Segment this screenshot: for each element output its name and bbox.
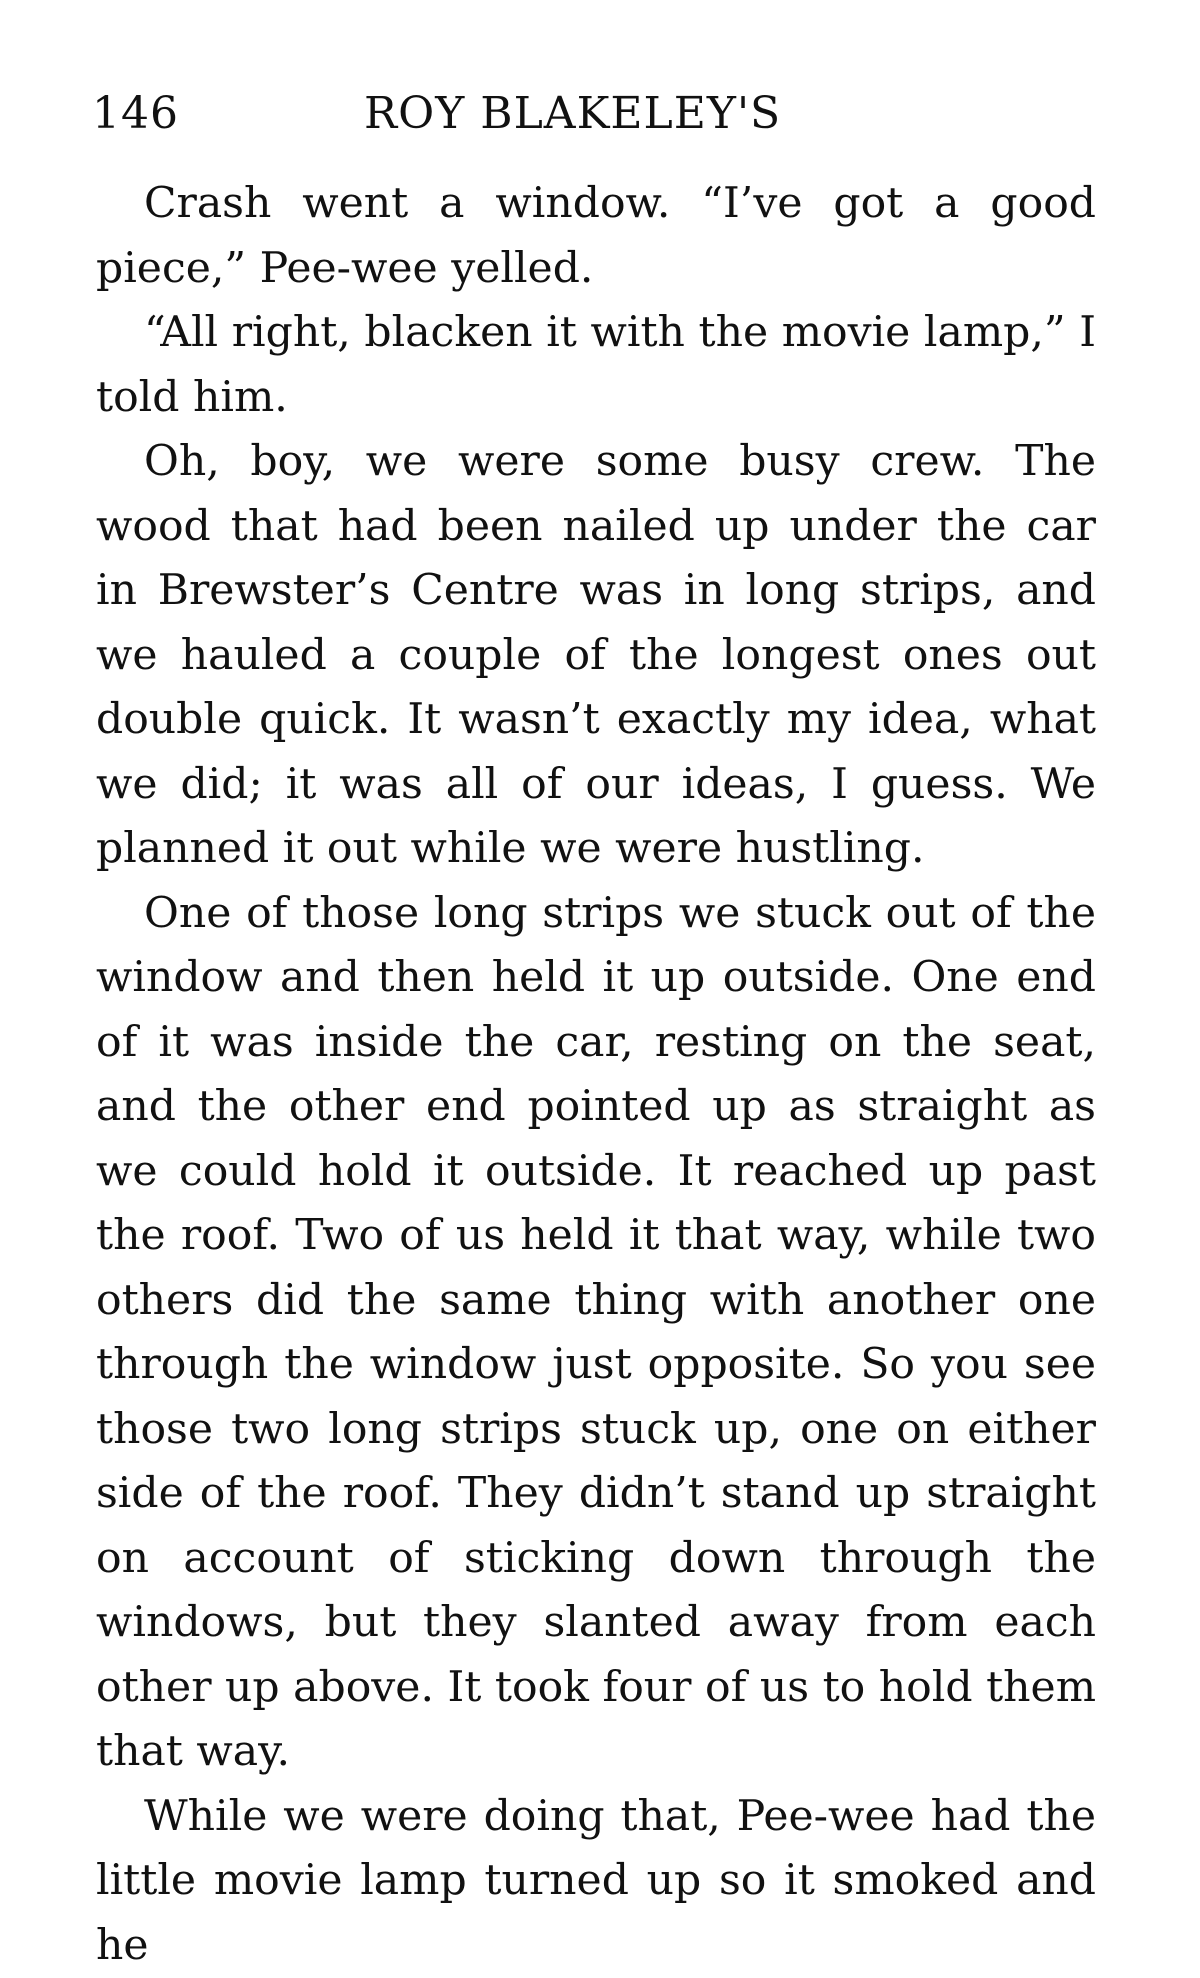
paragraph: “All right, blacken it with the movie lamp,” I told him. (96, 301, 1096, 430)
body-text (96, 172, 1096, 1978)
paragraph: Oh, boy, we were some busy crew. The wood that had been nailed up under the car in Brewster’s Centre was in long strips, and we hauled a couple of the longest ones out double quick. It wasn’t exactly my idea, what we did; it was all of our ideas, I guess. We planned it out while we were hustling. (96, 430, 1096, 882)
paragraph: While we were doing that, Pee-wee had the little movie lamp turned up so it smoked and he (96, 1785, 1096, 1978)
page-number: 146 (92, 88, 179, 139)
paragraph: One of those long strips we stuck out of the window and then held it up outside. One end of it was inside the car, resting on the seat, and the other end pointed up as straight as we could hold it outside. It reached up past the roof. Two of us held it that way, while two others did the same thing with another one through the window just opposite. So you see those two long strips stuck up, one on either side of the roof. They didn’t stand up straight on account of sticking down through the windows, but they slanted away from each other up above. It took four of us to hold them that way. (96, 882, 1096, 1785)
page-header (92, 88, 1092, 148)
paragraph: Crash went a window. “I’ve got a good piece,” Pee-wee yelled. (96, 172, 1096, 301)
running-head: ROY BLAKELEY'S (364, 88, 781, 139)
